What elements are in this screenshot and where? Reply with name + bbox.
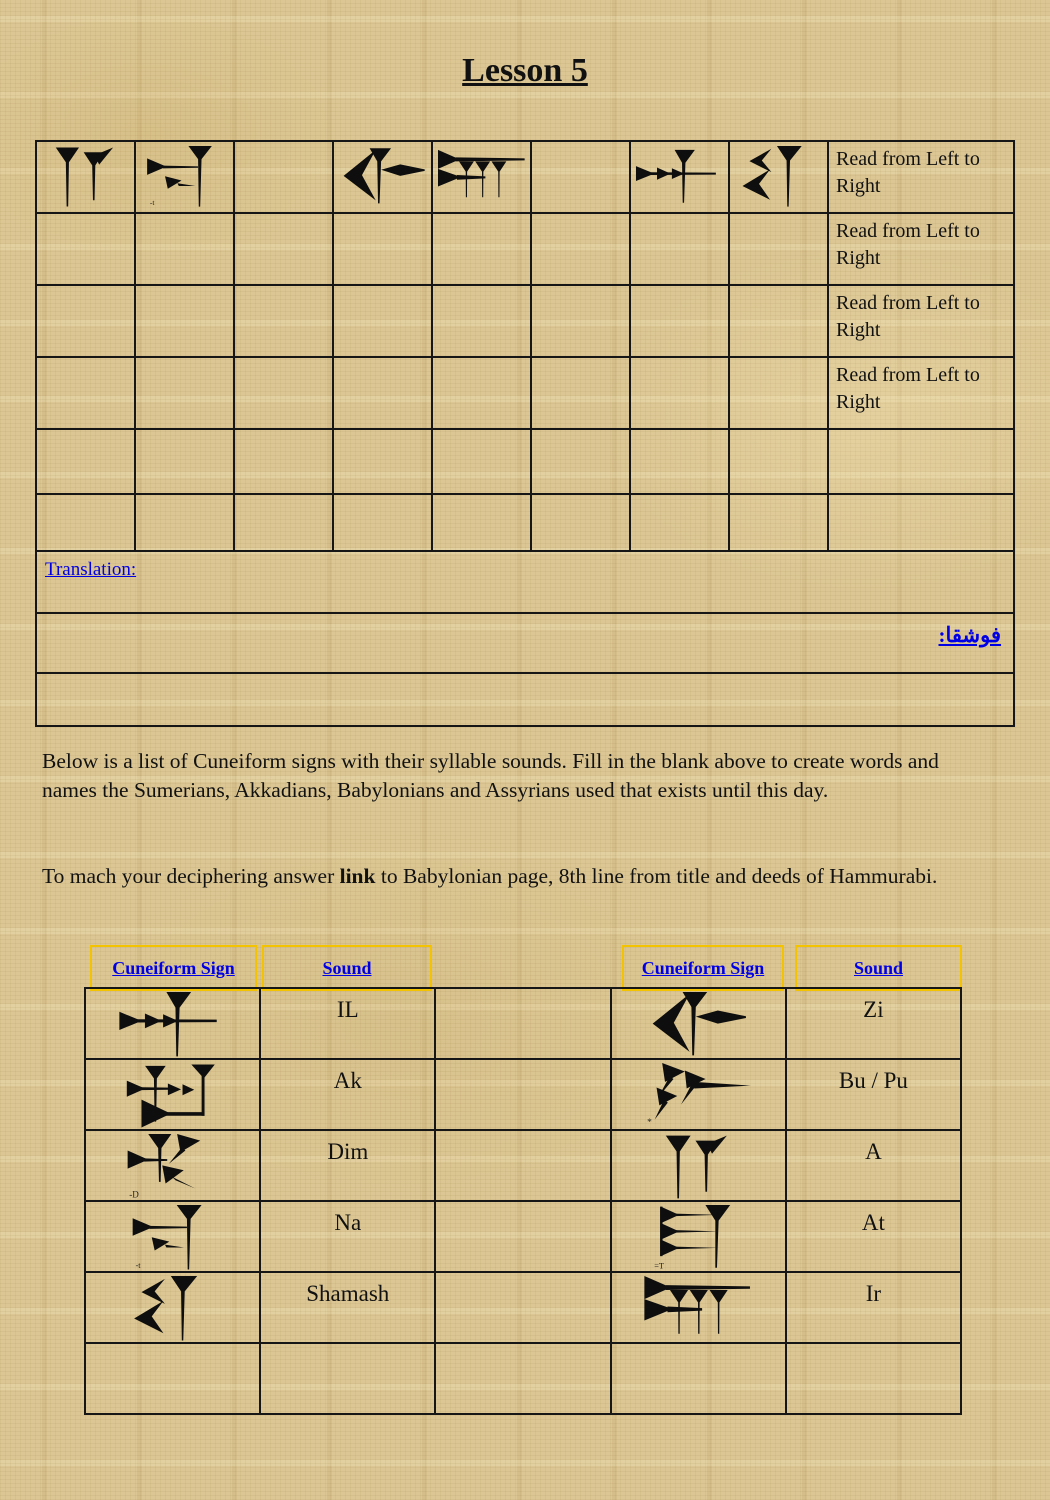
cuneiform-shamash-sign (735, 146, 823, 208)
sign-cell-blank (611, 1343, 786, 1414)
cuneiform-at-sign (632, 1205, 764, 1271)
instruction-paragraph: To mach your deciphering answer link to Babylonian page, 8th line from title and deeds of Hammurabi. (42, 864, 938, 888)
exercise-cell-blank (234, 429, 333, 494)
exercise-cell-blank (630, 285, 729, 357)
exercise-cell-blank (333, 285, 432, 357)
header-label: Cuneiform Sign (641, 957, 765, 978)
sign-cell (85, 1201, 260, 1272)
sound-value: Zi (863, 997, 884, 1022)
cuneiform-il-sign (107, 992, 239, 1058)
sound-value: Ir (865, 1281, 882, 1306)
exercise-cell-blank (630, 429, 729, 494)
exercise-cell (729, 141, 828, 213)
exercise-cell-blank (135, 357, 234, 429)
sound-value: IL (336, 997, 359, 1022)
cuneiform-na-sign (107, 1205, 239, 1271)
cuneiform-bu-pu-sign (632, 1063, 764, 1129)
header-box-cuneiform-sign-right (622, 945, 784, 991)
sound-value: Na (334, 1210, 362, 1235)
header-label: Cuneiform Sign (112, 957, 235, 978)
header-box-cuneiform-sign-left (90, 945, 257, 991)
sign-cell (611, 988, 786, 1059)
exercise-cell-blank (135, 429, 234, 494)
spacer-cell (435, 1130, 610, 1201)
sign-cell (611, 1059, 786, 1130)
sound-cell (786, 1130, 961, 1201)
cuneiform-shamash-sign (107, 1276, 239, 1342)
header-label: Sound (853, 957, 904, 978)
exercise-cell-blank (36, 213, 135, 285)
translation-row (36, 551, 1014, 613)
cuneiform-ir-sign (632, 1276, 764, 1342)
exercise-cell-blank (729, 357, 828, 429)
link-word: link (339, 864, 376, 888)
sound-cell (260, 988, 435, 1059)
sound-value: Dim (327, 1139, 369, 1164)
sound-cell (260, 1272, 435, 1343)
sign-cell (611, 1272, 786, 1343)
exercise-cell-blank (234, 285, 333, 357)
exercise-cell-blank (432, 494, 531, 551)
sound-cell-blank (260, 1343, 435, 1414)
exercise-cell-blank (36, 285, 135, 357)
exercise-cell-blank (135, 213, 234, 285)
exercise-cell-blank (729, 213, 828, 285)
sign-cell (85, 1272, 260, 1343)
sound-value: A (865, 1139, 882, 1164)
exercise-cell-blank (333, 357, 432, 429)
exercise-cell-blank (333, 429, 432, 494)
sound-cell (260, 1201, 435, 1272)
exercise-cell (135, 141, 234, 213)
exercise-cell-blank (432, 429, 531, 494)
exercise-cell-blank (531, 494, 630, 551)
sign-cell (85, 1059, 260, 1130)
sign-cell-blank (85, 1343, 260, 1414)
syriac-translation-row (36, 613, 1014, 673)
spacer-cell (435, 988, 610, 1059)
cuneiform-a-sign (632, 1134, 764, 1200)
exercise-cell-blank (729, 285, 828, 357)
read-direction-note-cell (828, 141, 1014, 213)
spacer-cell (435, 1059, 610, 1130)
exercise-cell-blank (630, 357, 729, 429)
cuneiform-a-sign (42, 146, 130, 208)
exercise-cell-blank (36, 357, 135, 429)
sound-cell (786, 1201, 961, 1272)
sound-cell (786, 1059, 961, 1130)
exercise-cell-blank (135, 494, 234, 551)
read-direction-note: Read from Left to Right (836, 220, 980, 269)
sign-sound-table (84, 987, 962, 1415)
exercise-cell-blank (630, 494, 729, 551)
header-box-sound-right (795, 945, 962, 991)
sound-value: Shamash (306, 1281, 390, 1306)
exercise-cell-blank (234, 494, 333, 551)
sound-value: At (861, 1210, 885, 1235)
exercise-cell-blank (234, 213, 333, 285)
exercise-cell-blank (234, 357, 333, 429)
spacer-cell (435, 1201, 610, 1272)
read-direction-note: Read from Left to Right (836, 364, 980, 413)
sign-cell (611, 1130, 786, 1201)
header-label: Sound (322, 957, 372, 978)
exercise-cell-blank (234, 141, 333, 213)
sound-cell (260, 1130, 435, 1201)
sound-cell (786, 1272, 961, 1343)
exercise-cell-blank (432, 213, 531, 285)
sign-cell (85, 988, 260, 1059)
exercise-cell-blank (531, 429, 630, 494)
exercise-cell-blank (36, 673, 1014, 726)
exercise-cell-blank (531, 141, 630, 213)
cuneiform-zi-sign (632, 992, 764, 1058)
exercise-cell (333, 141, 432, 213)
exercise-cell-blank (36, 429, 135, 494)
cuneiform-na-sign (141, 146, 229, 208)
cuneiform-ak-sign (107, 1063, 239, 1129)
exercise-cell-blank (36, 494, 135, 551)
exercise-cell-blank (333, 494, 432, 551)
sound-value: Ak (333, 1068, 362, 1093)
spacer-cell (435, 1343, 610, 1414)
exercise-cell-blank (630, 213, 729, 285)
exercise-cell-blank (432, 285, 531, 357)
spacer-cell (435, 1272, 610, 1343)
syriac-translation-link[interactable]: فوشقا: (938, 623, 1001, 647)
exercise-cell (630, 141, 729, 213)
exercise-cell-blank (333, 213, 432, 285)
read-direction-note: Read from Left to Right (836, 292, 980, 341)
exercise-cell-blank (432, 357, 531, 429)
cuneiform-dim-sign (107, 1134, 239, 1200)
exercise-cell (432, 141, 531, 213)
sign-cell (611, 1201, 786, 1272)
read-direction-note: Read from Left to Right (836, 148, 980, 197)
sound-cell-blank (786, 1343, 961, 1414)
exercise-table (35, 140, 1015, 727)
read-direction-note-cell (828, 357, 1014, 429)
read-direction-note-cell (828, 285, 1014, 357)
exercise-cell-blank (135, 285, 234, 357)
exercise-cell (36, 141, 135, 213)
cuneiform-zi-sign (339, 146, 427, 208)
sign-cell (85, 1130, 260, 1201)
cuneiform-il-sign (636, 146, 724, 208)
sound-cell (786, 988, 961, 1059)
exercise-cell-blank (828, 494, 1014, 551)
cuneiform-ir-sign (438, 146, 526, 208)
header-box-sound-left (262, 945, 432, 991)
exercise-cell-blank (828, 429, 1014, 494)
exercise-cell-blank (729, 429, 828, 494)
exercise-cell-blank (531, 357, 630, 429)
exercise-cell-blank (531, 213, 630, 285)
sound-cell (260, 1059, 435, 1130)
read-direction-note-cell (828, 213, 1014, 285)
sound-value: Bu / Pu (838, 1068, 908, 1093)
exercise-cell-blank (531, 285, 630, 357)
exercise-cell-blank (729, 494, 828, 551)
intro-paragraph: Below is a list of Cuneiform signs with their syllable sounds. Fill in the blank above to create words and names the Sumerians, Akkadians, Babylonians and Assyrians used that exists until this day. (42, 749, 939, 802)
translation-link[interactable]: Translation: (45, 559, 137, 580)
page-title: Lesson 5 (462, 52, 588, 89)
